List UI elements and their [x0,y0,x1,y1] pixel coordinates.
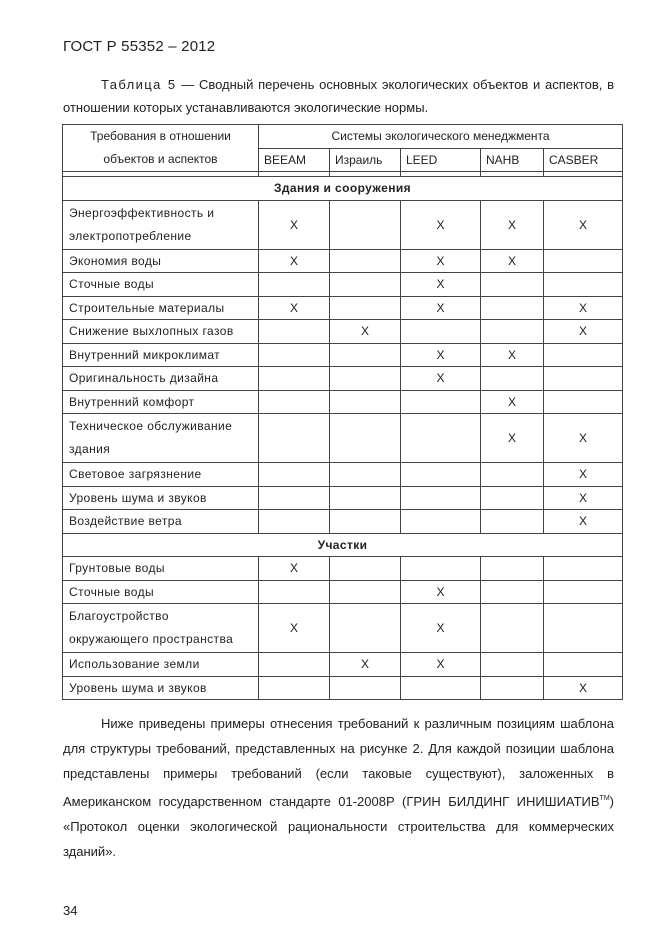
mark-cell [259,367,330,391]
mark-cell [330,390,401,414]
table-row [63,343,623,367]
body-paragraph-part2: ) «Протокол оценки экологической рациональности строительства для коммерческих зданий». [63,794,614,859]
requirement-label: Грунтовые воды [63,557,259,581]
requirement-label: Использование земли [63,653,259,677]
table-row [63,367,623,391]
mark-cell [544,390,623,414]
mark-cell [401,463,481,487]
header-system-israel: Израиль [330,148,401,172]
mark-cell: X [544,414,623,463]
mark-cell [330,510,401,534]
mark-cell [259,390,330,414]
mark-cell [401,557,481,581]
header-system-leed: LEED [401,148,481,172]
mark-cell: X [544,676,623,700]
caption-text: Сводный перечень основных экологических объектов и аспектов, в отношении которых устанавливаются экологические нормы. [63,77,614,115]
mark-cell [401,486,481,510]
table-row [63,510,623,534]
requirement-label: Сточные воды [63,580,259,604]
mark-cell [330,463,401,487]
mark-cell [544,367,623,391]
mark-cell: X [544,510,623,534]
body-text [63,711,614,864]
mark-cell: X [401,604,481,653]
mark-cell [330,580,401,604]
trademark-mark: TM [599,795,610,802]
requirement-label: Благоустройство окружающего пространства [63,604,259,653]
header-systems: Системы экологического менеджмента [259,125,623,149]
document-header: ГОСТ Р 55352 – 2012 [63,38,216,55]
table-row [63,486,623,510]
table-row [63,463,623,487]
mark-cell [481,273,544,297]
mark-cell [481,676,544,700]
mark-cell [481,580,544,604]
mark-cell [330,676,401,700]
table-row [63,653,623,677]
mark-cell [544,604,623,653]
mark-cell [330,200,401,249]
mark-cell [481,463,544,487]
requirement-label: Внутренний микроклимат [63,343,259,367]
mark-cell [259,510,330,534]
requirement-label: Экономия воды [63,249,259,273]
mark-cell [401,676,481,700]
mark-cell [481,320,544,344]
mark-cell [330,343,401,367]
mark-cell: X [401,367,481,391]
section-row [63,533,623,557]
mark-cell [259,676,330,700]
mark-cell: X [259,296,330,320]
requirement-label: Внутренний комфорт [63,390,259,414]
mark-cell: X [330,653,401,677]
mark-cell [481,653,544,677]
mark-cell: X [259,249,330,273]
table-row [63,249,623,273]
mark-cell: X [259,604,330,653]
caption-dash: — [181,77,195,92]
requirement-label: Энергоэффективность и электропотребление [63,200,259,249]
page-number: 34 [63,903,78,918]
requirement-label: Уровень шума и звуков [63,486,259,510]
requirement-label: Световое загрязнение [63,463,259,487]
mark-cell [544,273,623,297]
mark-cell [544,580,623,604]
mark-cell [259,343,330,367]
mark-cell [481,296,544,320]
mark-cell: X [401,249,481,273]
table-row [63,390,623,414]
mark-cell: X [481,343,544,367]
mark-cell [259,486,330,510]
table-row [63,676,623,700]
requirement-label: Уровень шума и звуков [63,676,259,700]
mark-cell [259,653,330,677]
mark-cell: X [544,200,623,249]
table-row [63,296,623,320]
mark-cell: X [481,200,544,249]
table-label: Таблица 5 [101,77,177,92]
mark-cell [259,320,330,344]
mark-cell [330,296,401,320]
table-row [63,604,623,653]
requirement-label: Воздействие ветра [63,510,259,534]
mark-cell [481,557,544,581]
mark-cell [544,249,623,273]
mark-cell: X [401,653,481,677]
header-system-beeam: BEEAM [259,148,330,172]
mark-cell: X [481,390,544,414]
table-row [63,580,623,604]
mark-cell: X [544,320,623,344]
mark-cell [259,463,330,487]
section-title: Участки [63,533,623,557]
mark-cell [330,273,401,297]
requirement-label: Техническое обслуживание здания [63,414,259,463]
mark-cell [481,510,544,534]
mark-cell: X [401,200,481,249]
eco-requirements-table [62,124,623,700]
mark-cell: X [544,486,623,510]
section-title: Здания и сооружения [63,177,623,201]
mark-cell: X [401,273,481,297]
mark-cell [330,486,401,510]
requirement-label: Строительные материалы [63,296,259,320]
requirement-label: Сточные воды [63,273,259,297]
mark-cell [259,414,330,463]
mark-cell: X [481,249,544,273]
table-row [63,273,623,297]
mark-cell: X [481,414,544,463]
table-row [63,200,623,249]
mark-cell [330,604,401,653]
mark-cell: X [330,320,401,344]
header-system-casber: CASBER [544,148,623,172]
mark-cell [544,557,623,581]
mark-cell [330,249,401,273]
mark-cell: X [401,296,481,320]
mark-cell [544,653,623,677]
mark-cell [401,390,481,414]
header-system-nahb: NAHB [481,148,544,172]
mark-cell [481,367,544,391]
mark-cell: X [401,343,481,367]
table-row [63,557,623,581]
table-row [63,320,623,344]
mark-cell: X [544,296,623,320]
mark-cell: X [544,463,623,487]
mark-cell [481,604,544,653]
table-row [63,414,623,463]
mark-cell: X [259,557,330,581]
mark-cell [259,273,330,297]
body-paragraph-part1: Ниже приведены примеры отнесения требований к различным позициям шаблона для структуры требований, представленных на рисунке 2. Для каждой позиции шаблона представлены примеры требований (если таковые существуют), заложенных в Американском государственном стандарте 01-2008Р (ГРИН БИЛДИНГ ИНИШИАТИВ [63,716,614,809]
requirement-label: Снижение выхлопных газов [63,320,259,344]
mark-cell [401,414,481,463]
table-caption [63,73,614,119]
mark-cell [259,580,330,604]
requirement-label: Оригинальность дизайна [63,367,259,391]
mark-cell: X [401,580,481,604]
section-row [63,177,623,201]
mark-cell [401,320,481,344]
mark-cell: X [259,200,330,249]
mark-cell [330,557,401,581]
mark-cell [544,343,623,367]
mark-cell [330,367,401,391]
mark-cell [330,414,401,463]
mark-cell [481,486,544,510]
header-requirements: Требования в отношении объектов и аспектов [63,125,259,172]
mark-cell [401,510,481,534]
